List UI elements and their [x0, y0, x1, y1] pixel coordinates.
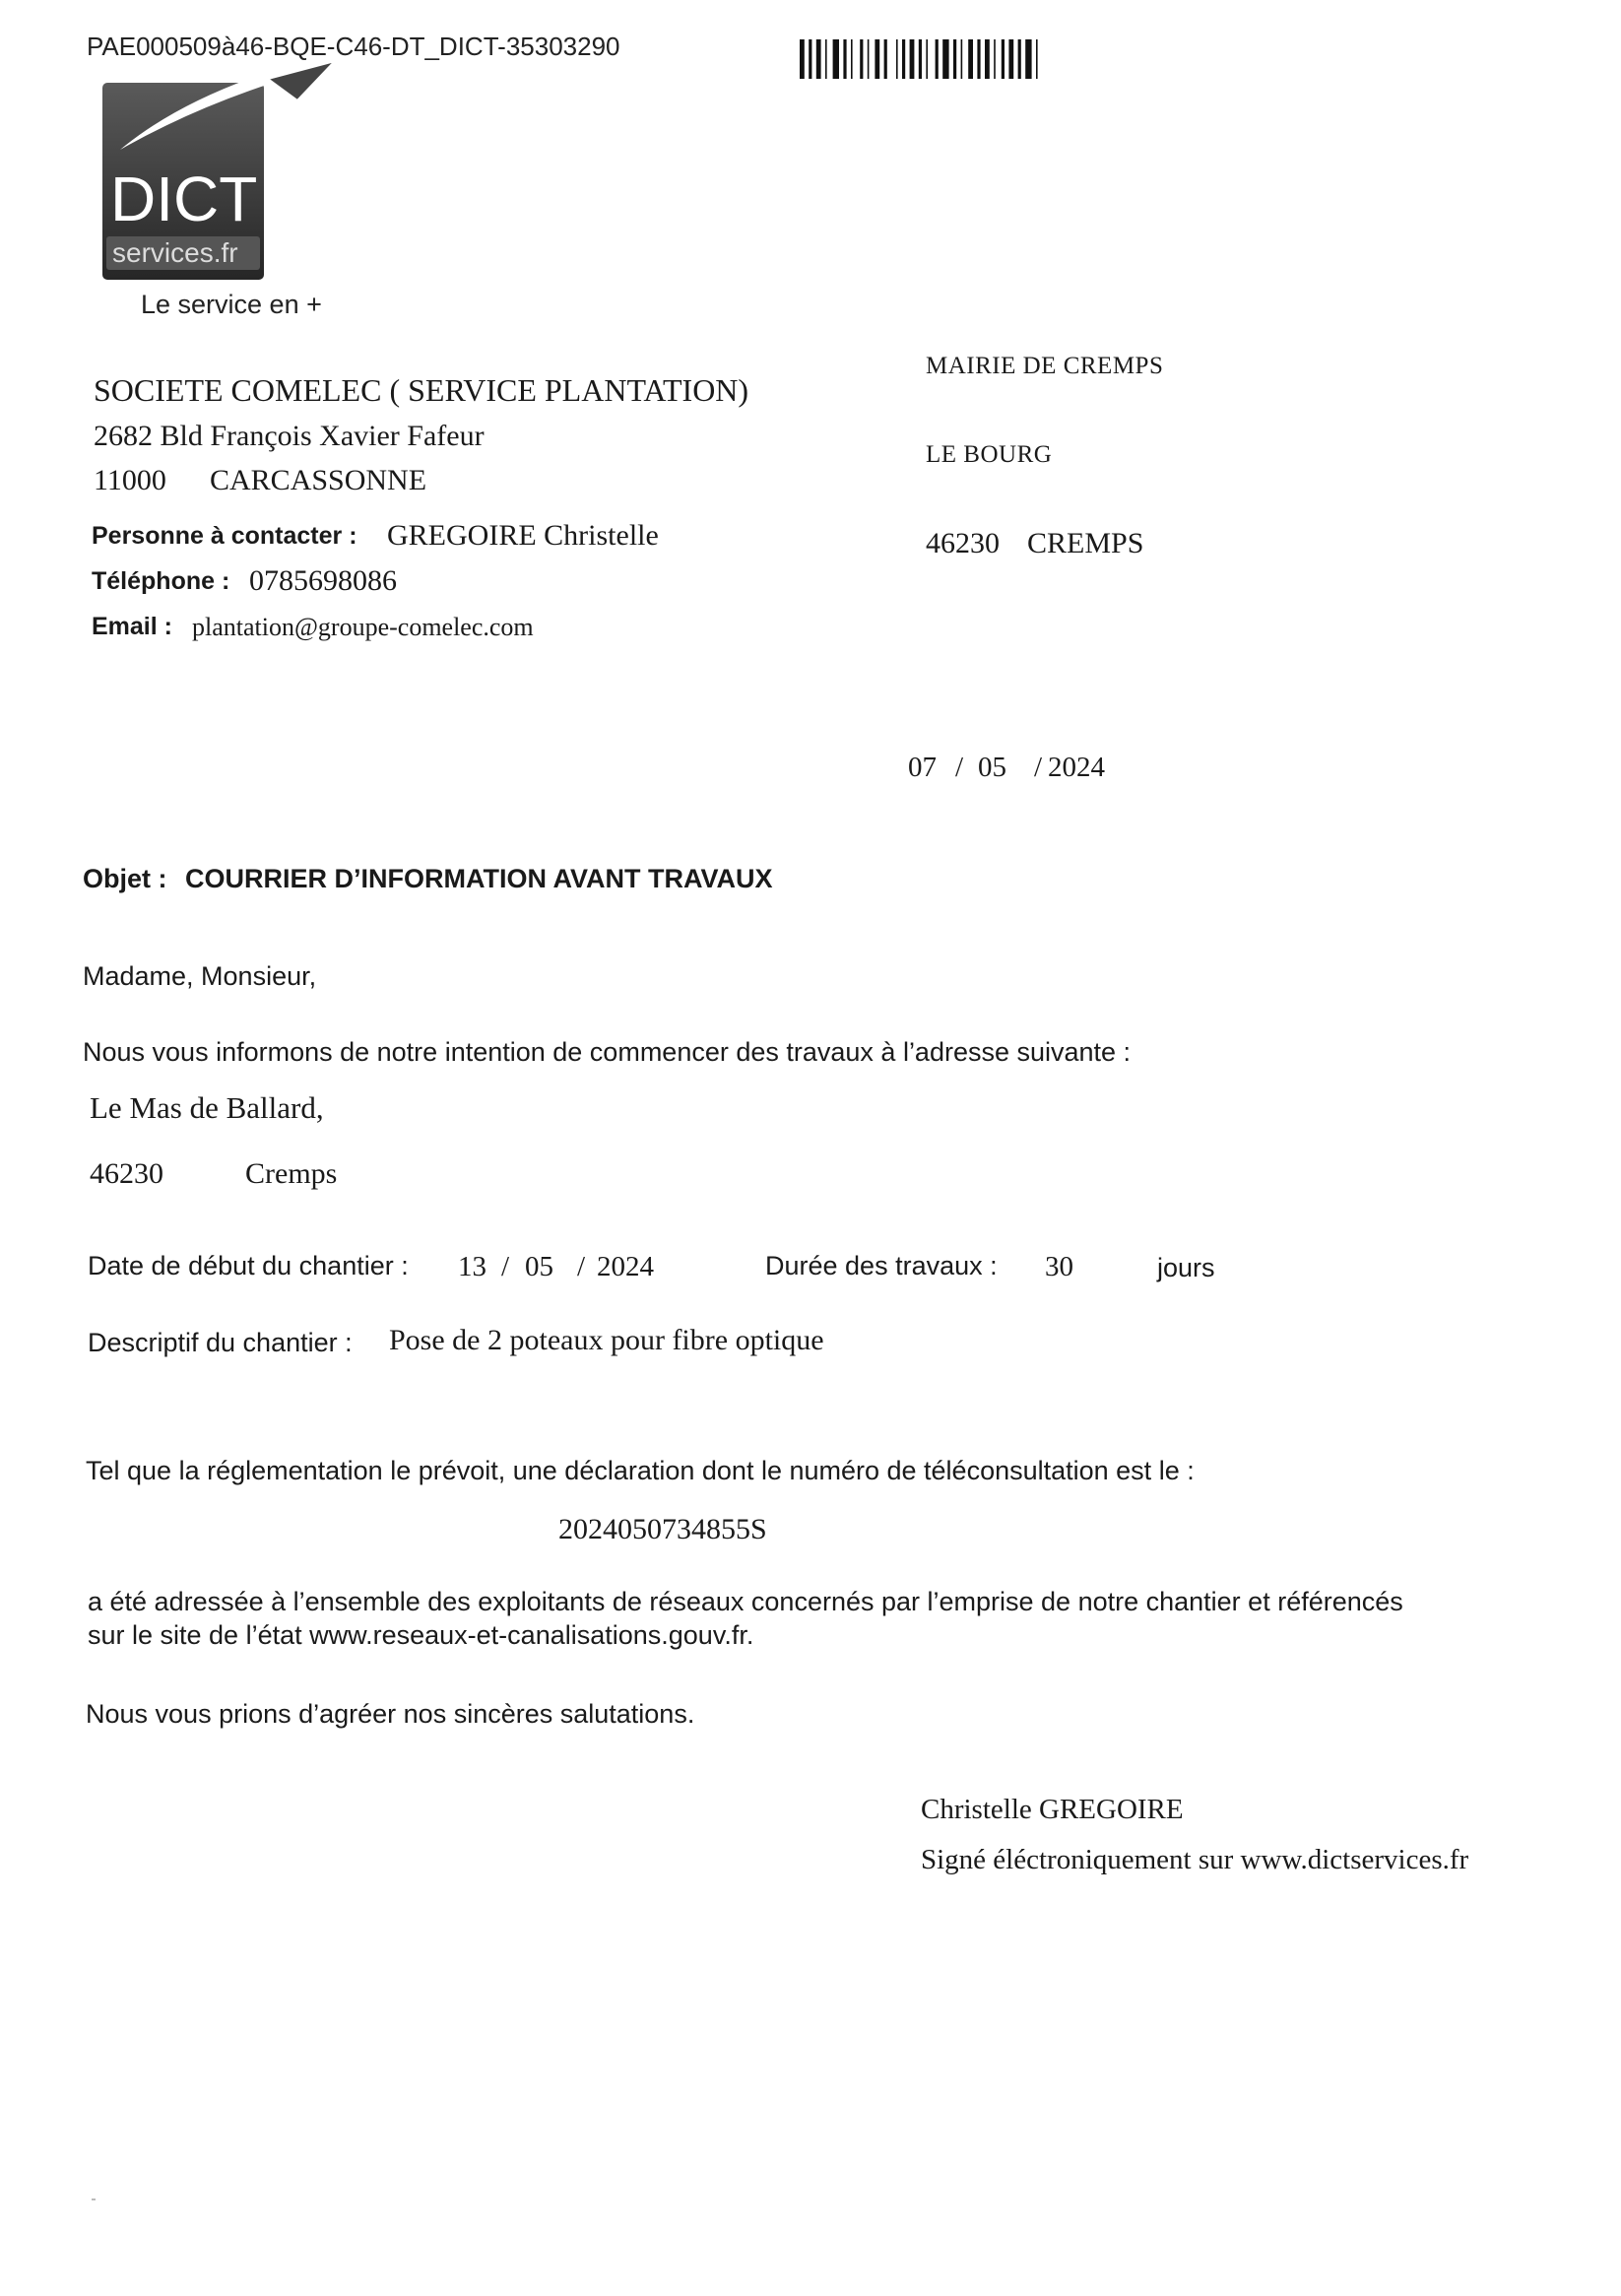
- logo-tagline: Le service en +: [141, 290, 322, 319]
- scan-speck: [92, 2198, 96, 2200]
- duration-value: 30: [1045, 1251, 1073, 1282]
- barcode-bar: [884, 39, 887, 79]
- signature-note: Signé éléctroniquement sur www.dictservices.fr: [921, 1844, 1469, 1875]
- barcode-bar: [1025, 39, 1031, 79]
- barcode-bar: [825, 39, 827, 79]
- barcode-bar: [816, 39, 821, 79]
- intro-paragraph: Nous vous informons de notre intention de commencer des travaux à l’adresse suivante :: [83, 1037, 1132, 1067]
- contact-value: GREGOIRE Christelle: [387, 519, 659, 552]
- subject-text: COURRIER D’INFORMATION AVANT TRAVAUX: [185, 864, 773, 893]
- document-reference: PAE000509à46-BQE-C46-DT_DICT-35303290: [87, 32, 620, 61]
- letter-date-month: 05: [978, 752, 1006, 783]
- barcode-bar: [994, 39, 996, 79]
- email-value: plantation@groupe-comelec.com: [192, 613, 534, 641]
- salutation: Madame, Monsieur,: [83, 961, 317, 991]
- barcode: [800, 39, 1042, 79]
- sender-city: CARCASSONNE: [210, 464, 427, 496]
- barcode-bar: [985, 39, 990, 79]
- email-label: Email :: [92, 613, 172, 640]
- regulation-paragraph: Tel que la réglementation le prévoit, une déclaration dont le numéro de téléconsultation est le :: [86, 1456, 1195, 1485]
- subject-label: Objet :: [83, 864, 167, 893]
- closing-formula: Nous vous prions d’agréer nos sincères salutations.: [86, 1699, 695, 1729]
- teleconsultation-number: 2024050734855S: [558, 1513, 767, 1545]
- barcode-bar: [843, 39, 846, 79]
- logo-text-sub: services.fr: [112, 237, 238, 268]
- barcode-bar: [902, 39, 905, 79]
- letter-date-year: 2024: [1048, 752, 1105, 783]
- barcode-bar: [868, 39, 870, 79]
- site-city: Cremps: [245, 1157, 338, 1190]
- sender-address: 2682 Bld François Xavier Fafeur: [94, 420, 485, 452]
- barcode-bar: [860, 39, 863, 79]
- recipient-postal-code: 46230: [926, 527, 1000, 559]
- sent-paragraph-line-2: sur le site de l’état www.reseaux-et-canalisations.gouv.fr.: [88, 1620, 754, 1650]
- barcode-bar: [1008, 39, 1013, 79]
- barcode-bar: [977, 39, 980, 79]
- barcode-bar: [833, 39, 839, 79]
- dict-services-logo: [100, 61, 347, 282]
- duration-label: Durée des travaux :: [765, 1251, 998, 1280]
- barcode-bar: [875, 39, 879, 79]
- barcode-bar: [919, 39, 922, 79]
- barcode-bar: [1036, 39, 1038, 79]
- barcode-bar: [809, 39, 811, 79]
- barcode-bar: [953, 39, 956, 79]
- recipient-name: MAIRIE DE CREMPS: [926, 353, 1164, 379]
- start-date-month: 05: [525, 1251, 553, 1282]
- barcode-bar: [1002, 39, 1005, 79]
- barcode-bar: [968, 39, 973, 79]
- barcode-bar: [936, 39, 939, 79]
- barcode-bar: [961, 39, 963, 79]
- barcode-bar: [851, 39, 853, 79]
- start-date-separator: /: [501, 1251, 510, 1282]
- phone-label: Téléphone :: [92, 567, 230, 595]
- start-date-year: 2024: [597, 1251, 654, 1282]
- sent-paragraph-line-1: a été adressée à l’ensemble des exploitants de réseaux concernés par l’emprise de notre chantier et référencés: [88, 1587, 1403, 1616]
- barcode-bar: [910, 39, 915, 79]
- contact-label: Personne à contacter :: [92, 522, 357, 550]
- signer-name: Christelle GREGOIRE: [921, 1794, 1184, 1825]
- barcode-bar: [942, 39, 948, 79]
- barcode-bar: [1018, 39, 1021, 79]
- site-street: Le Mas de Ballard,: [90, 1090, 324, 1125]
- start-date-day: 13: [458, 1251, 486, 1282]
- description-value: Pose de 2 poteaux pour fibre optique: [389, 1324, 824, 1356]
- sender-postal-code: 11000: [94, 464, 166, 496]
- recipient-city: CREMPS: [1027, 527, 1144, 559]
- site-postal-code: 46230: [90, 1157, 163, 1190]
- logo-text-main: DICT: [110, 164, 258, 234]
- letter-date-separator: /: [1034, 752, 1043, 783]
- description-label: Descriptif du chantier :: [88, 1328, 353, 1357]
- barcode-bar: [926, 39, 928, 79]
- start-date-label: Date de début du chantier :: [88, 1251, 409, 1280]
- barcode-bar: [800, 39, 805, 79]
- recipient-address: LE BOURG: [926, 441, 1053, 468]
- phone-value: 0785698086: [249, 564, 397, 597]
- start-date-separator: /: [577, 1251, 586, 1282]
- letter-date-separator: /: [955, 752, 964, 783]
- barcode-bar: [896, 39, 898, 79]
- duration-unit: jours: [1157, 1253, 1215, 1282]
- sender-name: SOCIETE COMELEC ( SERVICE PLANTATION): [94, 372, 749, 408]
- letter-date-day: 07: [908, 752, 937, 783]
